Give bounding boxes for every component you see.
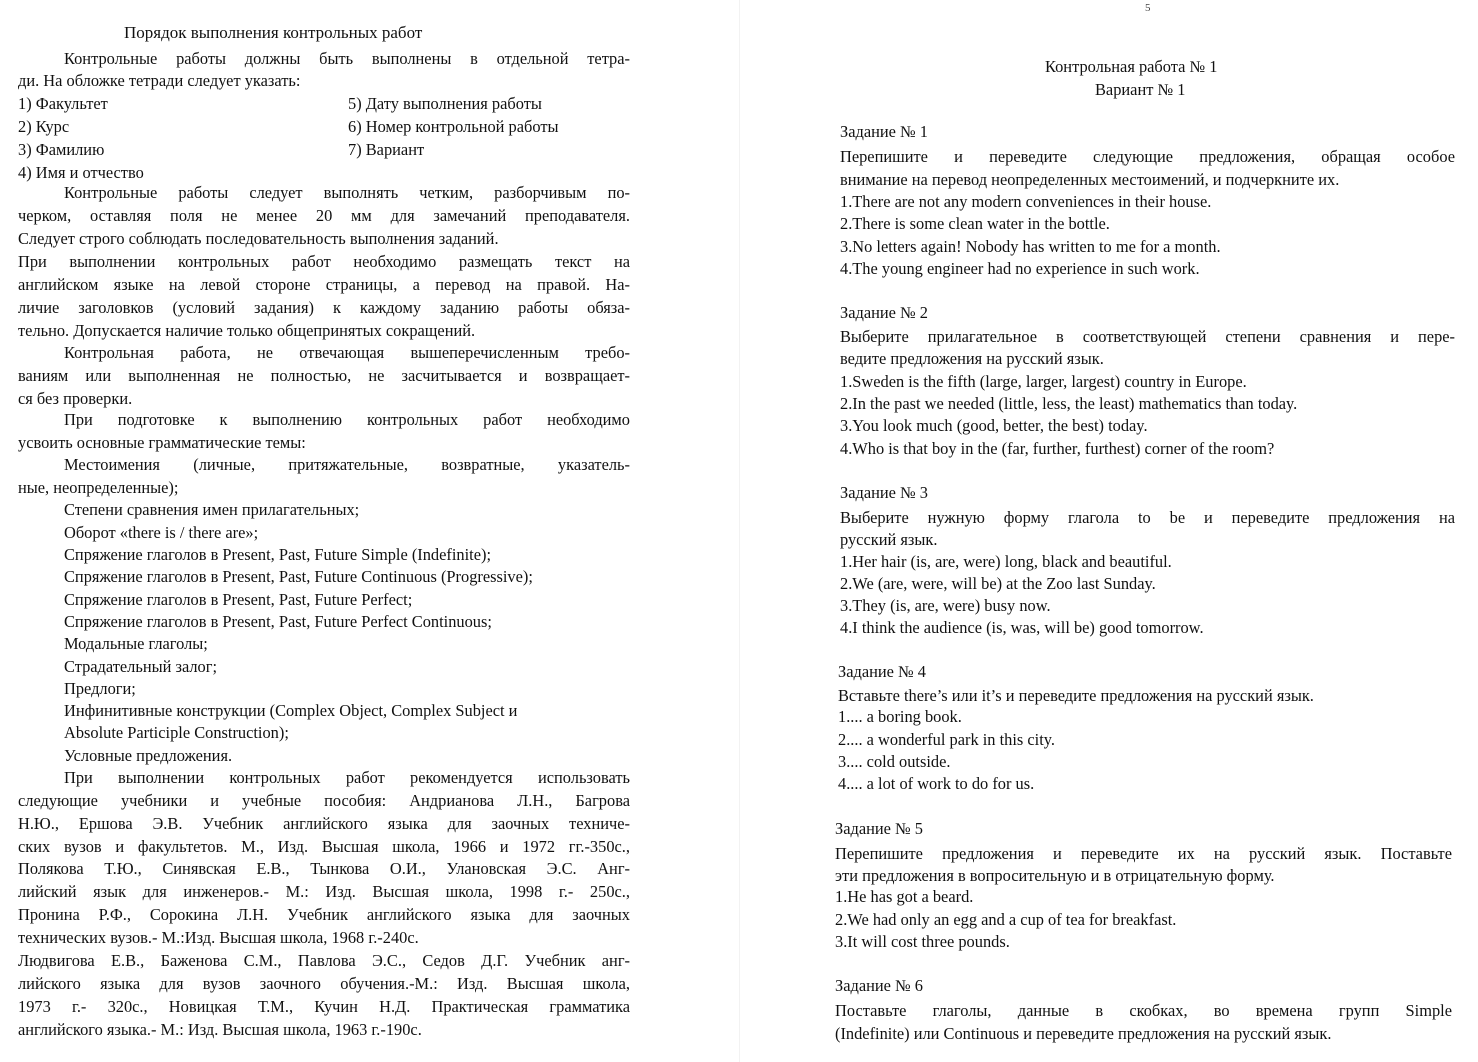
task-instruction: Вставьте there’s или it’s и переведите предложения на русский язык. bbox=[838, 686, 1314, 705]
task-item: 2.We (are, were, will be) at the Zoo last Sunday. bbox=[840, 574, 1156, 593]
body-line: ских вузов и факультетов. М., Изд. Высшая школа, 1966 и 1972 гг.-350с., bbox=[18, 837, 630, 856]
body-line: ся без проверки. bbox=[18, 389, 133, 408]
task-heading: Задание № 2 bbox=[840, 303, 928, 322]
cover-field: 1) Факультет bbox=[18, 94, 108, 113]
task-heading: Задание № 3 bbox=[840, 483, 928, 502]
task-item: 4.The young engineer had no experience in such work. bbox=[840, 259, 1200, 278]
task-item: 2.There is some clean water in the bottle. bbox=[840, 214, 1110, 233]
body-line: Контрольная работа, не отвечающая вышеперечисленным требо- bbox=[64, 343, 630, 362]
body-line: При выполнении контрольных работ необходимо размещать текст на bbox=[18, 252, 630, 271]
task-instruction: русский язык. bbox=[840, 530, 938, 549]
cover-field: 3) Фамилию bbox=[18, 140, 105, 159]
task-item: 4.I think the audience (is, was, will be) good tomorrow. bbox=[840, 618, 1204, 637]
grammar-topic: Страдательный залог; bbox=[64, 657, 218, 676]
task-instruction: Перепишите и переведите следующие предложения, обращая особое bbox=[840, 147, 1455, 166]
page-seam bbox=[739, 0, 740, 1062]
body-line: При выполнении контрольных работ рекомендуется использовать bbox=[64, 768, 630, 787]
task-item: 1.There are not any modern conveniences in their house. bbox=[840, 192, 1212, 211]
body-line: Местоимения (личные, притяжательные, возвратные, указатель- bbox=[64, 455, 630, 474]
grammar-topic: Absolute Participle Construction); bbox=[64, 723, 289, 742]
task-instruction: ведите предложения на русский язык. bbox=[840, 349, 1104, 368]
page-title: Порядок выполнения контрольных работ bbox=[124, 23, 423, 42]
cover-field: 4) Имя и отчество bbox=[18, 163, 144, 182]
body-line: английском языке на левой стороне страницы, а перевод на правой. На- bbox=[18, 275, 630, 294]
task-instruction: Поставьте глаголы, данные в скобках, во времена групп Simple bbox=[835, 1001, 1452, 1020]
cover-field: 5) Дату выполнения работы bbox=[348, 94, 542, 113]
body-line: Н.Ю., Ершова Э.В. Учебник английского языка для заочных техниче- bbox=[18, 814, 630, 833]
task-item: 3.No letters again! Nobody has written to me for a month. bbox=[840, 237, 1221, 256]
grammar-topic: Модальные глаголы; bbox=[64, 634, 208, 653]
work-title: Контрольная работа № 1 bbox=[1045, 57, 1218, 76]
body-line: следующие учебники и учебные пособия: Андрианова Л.Н., Багрова bbox=[18, 791, 630, 810]
task-item: 1.Her hair (is, are, were) long, black and beautiful. bbox=[840, 552, 1172, 571]
cover-field: 6) Номер контрольной работы bbox=[348, 117, 559, 136]
grammar-topic: Спряжение глаголов в Present, Past, Future Perfect Continuous; bbox=[64, 612, 492, 631]
task-item: 2.We had only an egg and a cup of tea for breakfast. bbox=[835, 910, 1177, 929]
grammar-topic: Условные предложения. bbox=[64, 746, 233, 765]
grammar-topic: Степени сравнения имен прилагательных; bbox=[64, 500, 360, 519]
task-item: 4.... a lot of work to do for us. bbox=[838, 774, 1035, 793]
task-item: 1.Sweden is the fifth (large, larger, largest) country in Europe. bbox=[840, 372, 1247, 391]
body-line: ваниям или выполненная не полностью, не засчитывается и возвращает- bbox=[18, 366, 630, 385]
body-line: усвоить основные грамматические темы: bbox=[18, 433, 306, 452]
task-instruction: эти предложения в вопросительную и в отрицательную форму. bbox=[835, 866, 1275, 885]
body-line: Контрольные работы следует выполнять четким, разборчивым по- bbox=[64, 183, 630, 202]
task-heading: Задание № 6 bbox=[835, 976, 923, 995]
body-line: лийского языка для вузов заочного обучения.-М.: Изд. Высшая школа, bbox=[18, 974, 630, 993]
task-instruction: внимание на перевод неопределенных местоимений, и подчеркните их. bbox=[840, 170, 1340, 189]
body-line: тельно. Допускается наличие только общепринятых сокращений. bbox=[18, 321, 476, 340]
cover-field: 7) Вариант bbox=[348, 140, 425, 159]
body-line: Следует строго соблюдать последовательность выполнения заданий. bbox=[18, 229, 499, 248]
task-item: 2.... a wonderful park in this city. bbox=[838, 730, 1055, 749]
task-item: 1.... a boring book. bbox=[838, 707, 962, 726]
body-line: черком, оставляя поля не менее 20 мм для замечаний преподавателя. bbox=[18, 206, 630, 225]
body-line: При подготовке к выполнению контрольных работ необходимо bbox=[64, 410, 630, 429]
body-line: Людвигова Е.В., Баженова С.М., Павлова Э.С., Седов Д.Г. Учебник анг- bbox=[18, 951, 630, 970]
intro-line: Контрольные работы должны быть выполнены в отдельной тетра- bbox=[64, 49, 630, 68]
intro-line: ди. На обложке тетради следует указать: bbox=[18, 71, 301, 90]
body-line: Полякова Т.Ю., Синявская Е.В., Тынкова О.И., Улановская Э.С. Анг- bbox=[18, 859, 630, 878]
task-item: 4.Who is that boy in the (far, further, furthest) corner of the room? bbox=[840, 439, 1275, 458]
task-instruction: Выберите прилагательное в соответствующей степени сравнения и пере- bbox=[840, 327, 1455, 346]
body-line: технических вузов.- М.:Изд. Высшая школа, 1968 г.-240с. bbox=[18, 928, 419, 947]
task-instruction: Выберите нужную форму глагола to be и переведите предложения на bbox=[840, 508, 1455, 527]
task-item: 2.In the past we needed (little, less, the least) mathematics than today. bbox=[840, 394, 1298, 413]
body-line: Пронина Р.Ф., Сорокина Л.Н. Учебник английского языка для заочных bbox=[18, 905, 630, 924]
grammar-topic: Спряжение глаголов в Present, Past, Future Perfect; bbox=[64, 590, 413, 609]
task-heading: Задание № 1 bbox=[840, 122, 928, 141]
task-item: 3.They (is, are, were) busy now. bbox=[840, 596, 1051, 615]
task-item: 3.It will cost three pounds. bbox=[835, 932, 1010, 951]
body-line: лийский язык для инженеров.- М.: Изд. Высшая школа, 1998 г.- 250с., bbox=[18, 882, 630, 901]
grammar-topic: Инфинитивные конструкции (Complex Object, Complex Subject и bbox=[64, 701, 518, 720]
page-number: 5 bbox=[1145, 2, 1151, 14]
grammar-topic: Оборот «there is / there are»; bbox=[64, 523, 259, 542]
grammar-topic: Спряжение глаголов в Present, Past, Future Continuous (Progressive); bbox=[64, 567, 533, 586]
cover-field: 2) Курс bbox=[18, 117, 70, 136]
task-item: 3.... cold outside. bbox=[838, 752, 951, 771]
task-instruction: Перепишите предложения и переведите их на русский язык. Поставьте bbox=[835, 844, 1452, 863]
grammar-topic: Предлоги; bbox=[64, 679, 136, 698]
left-page bbox=[18, 0, 630, 1062]
task-item: 3.You look much (good, better, the best) today. bbox=[840, 416, 1148, 435]
task-heading: Задание № 5 bbox=[835, 819, 923, 838]
body-line: личие заголовков (условий задания) к каждому заданию работы обяза- bbox=[18, 298, 630, 317]
task-heading: Задание № 4 bbox=[838, 662, 926, 681]
task-item: 1.He has got a beard. bbox=[835, 887, 974, 906]
task-instruction: (Indefinite) или Continuous и переведите предложения на русский язык. bbox=[835, 1024, 1332, 1043]
body-line: 1973 г.- 320с., Новицкая Т.М., Кучин Н.Д. Практическая грамматика bbox=[18, 997, 630, 1016]
body-line: английского языка.- М.: Изд. Высшая школа, 1963 г.-190с. bbox=[18, 1020, 422, 1039]
grammar-topic: Спряжение глаголов в Present, Past, Future Simple (Indefinite); bbox=[64, 545, 492, 564]
body-line: ные, неопределенные); bbox=[18, 478, 179, 497]
right-page bbox=[835, 0, 1455, 1062]
variant-title: Вариант № 1 bbox=[1095, 80, 1186, 99]
